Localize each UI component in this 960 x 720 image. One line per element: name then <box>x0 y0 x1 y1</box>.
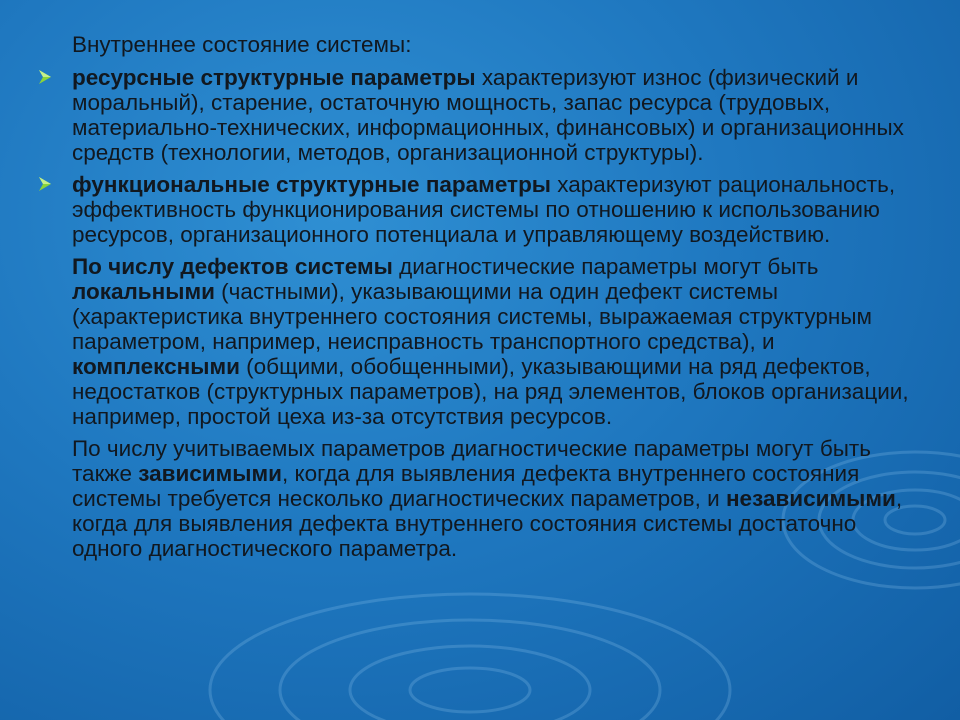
paragraph-text: характеризуют рациональность, эффективность функционирования системы по отношению к использованию ресурсов, организационного потенциала и управляющему воздействию. <box>72 172 896 247</box>
term-local: локальными <box>72 279 215 304</box>
paragraph-text: характеризуют износ (физический и моральный), старение, остаточную мощность, запас ресурса (трудовых, материально-технических, информационных, финансовых) и организационных средств (технологии, методов, организационной структуры). <box>72 65 904 165</box>
paragraph-text: (частными), указывающими на один дефект системы (характеристика внутреннего состояния системы, выражаемая структурным параметром, например, неисправность транспортного средства), и <box>72 279 872 354</box>
term-functional-params: функциональные структурные параметры <box>72 172 552 197</box>
slide-heading: Внутреннее состояние системы: <box>72 32 412 57</box>
slide-content <box>36 32 936 568</box>
term-independent: независимыми <box>725 486 896 511</box>
paragraph-param-count <box>36 436 922 561</box>
paragraph-text: По числу учитываемых параметров диагностические параметры могут быть также <box>72 436 871 486</box>
paragraph-text: , когда для выявления дефекта внутреннего состояния системы требуется несколько диагностических параметров, и <box>72 461 860 511</box>
paragraph-text: , когда для выявления дефекта внутреннего состояния системы достаточно одного диагностического параметра. <box>72 486 903 561</box>
term-dependent: зависимыми <box>138 461 282 486</box>
arrow-bullet-icon <box>36 172 54 196</box>
paragraph-defect-count <box>36 254 922 429</box>
bullet-item-functional-params <box>36 172 922 247</box>
term-defect-count: По числу дефектов системы <box>72 254 393 279</box>
term-resource-params: ресурсные структурные параметры <box>72 65 476 90</box>
term-complex: комплексными <box>72 354 240 379</box>
paragraph-text: диагностические параметры могут быть <box>392 254 819 279</box>
arrow-bullet-icon <box>36 65 54 89</box>
bullet-item-resource-params <box>36 65 922 165</box>
paragraph-text: (общими, обобщенными), указывающими на ряд дефектов, недостатков (структурных параметров), на ряд элементов, блоков организации, например, простой цеха из-за отсутствия ресурсов. <box>72 354 909 429</box>
